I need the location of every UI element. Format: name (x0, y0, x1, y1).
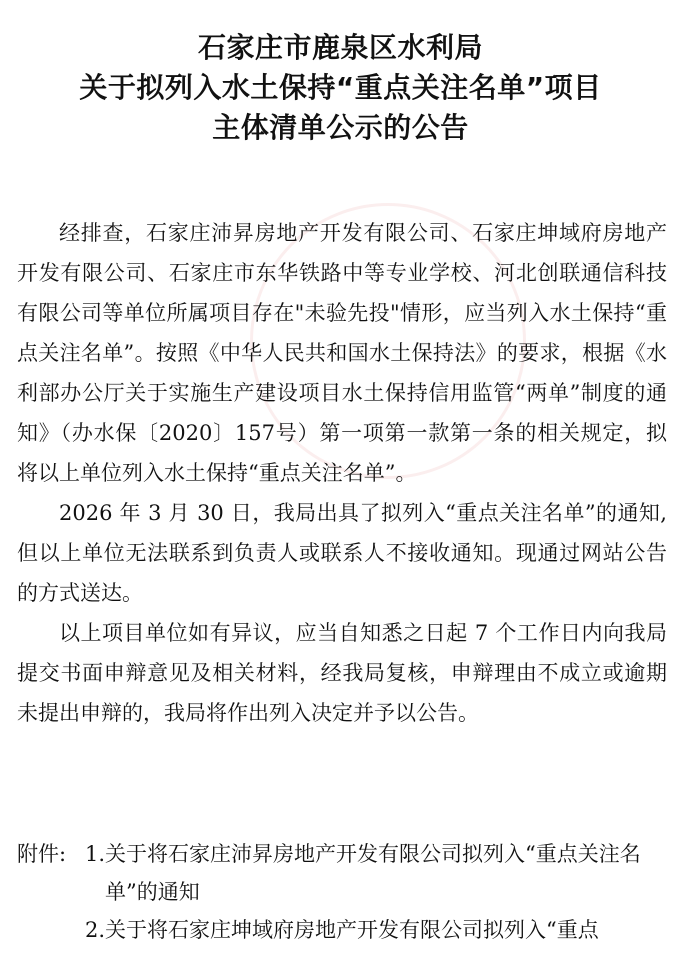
title-line-1: 石家庄市鹿泉区水利局 (197, 31, 483, 64)
paragraph-objection: 以上项目单位如有异议，应当自知悉之日起 7 个工作日内向我局提交书面申辩意见及相关材料，经我局复核，申辩理由不成立或逾期未提出申辩的，我局将作出列入决定并予以公告。 (17, 621, 667, 725)
attachment-item-1 (17, 835, 667, 911)
attachment-title: 关于将石家庄坤域府房地产开发有限公司拟列入“重点 (105, 918, 599, 942)
attachment-number: 2. (85, 918, 106, 942)
announcement-body (17, 213, 667, 733)
attachment-title: 关于将石家庄沛昇房地产开发有限公司拟列入“重点关注名单”的通知 (105, 842, 641, 904)
attachments-label: 附件: (17, 842, 67, 866)
title-line-2: 关于拟列入水土保持“重点关注名单”项目 (79, 71, 602, 104)
attachment-number: 1. (85, 842, 106, 866)
attachments-section (17, 835, 667, 949)
title-line-3: 主体清单公示的公告 (212, 111, 469, 144)
paragraph-investigation: 经排查，石家庄沛昇房地产开发有限公司、石家庄坤域府房地产开发有限公司、石家庄市东华铁路中等专业学校、河北创联通信科技有限公司等单位所属项目存在"未验先投"情形，应当列入水土保持“重点关注名单”。按照《中华人民共和国水土保持法》的要求，根据《水利部办公厅关于实施生产建设项目水土保持信用监管“两单”制度的通知》（办水保〔2020〕157号）第一项第一款第一条的相关规定，拟将以上单位列入水土保持“重点关注名单”。 (17, 221, 667, 485)
paragraph-notice-delivery: 2026 年 3 月 30 日，我局出具了拟列入“重点关注名单”的通知,但以上单位无法联系到负责人或联系人不接收通知。现通过网站公告的方式送达。 (17, 501, 667, 605)
announcement-title (0, 28, 681, 148)
attachment-item-2 (85, 911, 667, 949)
